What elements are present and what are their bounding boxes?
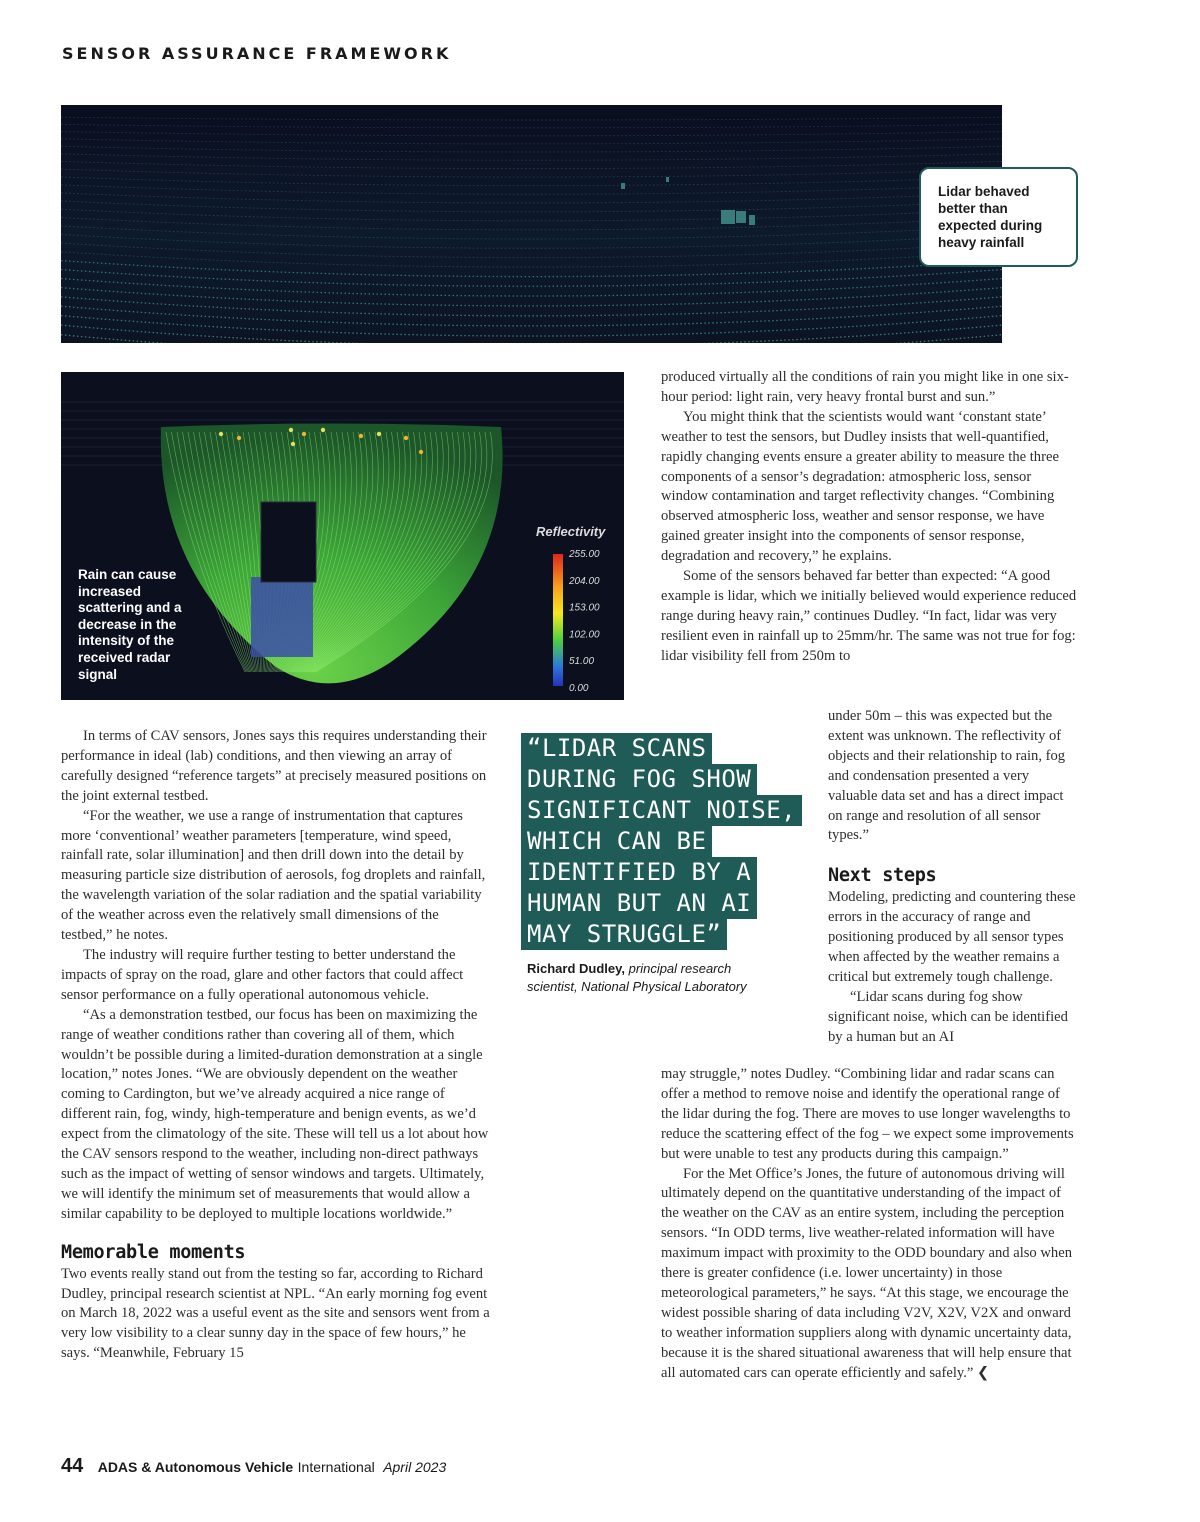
pull-quote-line: IDENTIFIED BY A — [521, 857, 757, 888]
pull-quote — [521, 733, 811, 950]
body-paragraph: under 50m – this was expected but the extent was unknown. The reflectivity of objects and their relationship to rain, fog and condensation presented a very valuable data set and has a direct impact on range and resolution of all sensor types.” — [828, 708, 1066, 844]
body-paragraph: You might think that the scientists would want ‘constant state’ weather to test the sensors, but Dudley insists that well-quantified, rapidly changing events ensure a greater ability to measure the three components of a sensor’s degradation: atmospheric loss, sensor window contamination and target reflectivity changes. “Combining observed atmospheric loss, weather and sensor response, we have gained greater insight into the components of sensor response, degradation and recovery,” he explains. — [661, 408, 1059, 565]
radar-point — [291, 442, 295, 446]
lidar-detected-object — [749, 215, 755, 225]
colorbar-tick-label: 204.00 — [569, 575, 600, 587]
colorbar-tick-label: 51.00 — [569, 656, 595, 668]
pull-quote-attribution — [527, 960, 777, 995]
radar-point — [359, 434, 363, 438]
colorbar-tick-label: 102.00 — [569, 629, 600, 641]
radar-point — [321, 428, 325, 432]
lidar-detected-object — [666, 177, 669, 182]
attribution-title: principal research scientist, National Physical Laboratory — [527, 961, 747, 994]
body-paragraph: “Lidar scans during fog show significant noise, which can be identified by a human but an AI — [828, 988, 1068, 1045]
magazine-name-suffix: International — [297, 1459, 375, 1475]
radar-point — [302, 432, 306, 436]
radar-point — [219, 432, 223, 436]
lidar-point-cloud-image — [61, 105, 1002, 343]
lidar-image-caption: Lidar behaved better than expected during heavy rainfall — [919, 167, 1078, 267]
body-paragraph: In terms of CAV sensors, Jones says this requires understanding their performance in ideal (lab) conditions, and then viewing an array of carefully designed “reference targets” at precisely measured positions on the joint external testbed. — [61, 728, 487, 804]
lidar-detected-object — [621, 183, 625, 189]
body-paragraph: Modeling, predicting and countering these errors in the accuracy of range and positioning produced by all sensor types when affected by the weather remains a critical but extremely tough challenge. — [828, 889, 1076, 985]
magazine-name: ADAS & Autonomous Vehicle — [97, 1459, 294, 1475]
pull-quote-line: MAY STRUGGLE” — [521, 919, 727, 950]
radar-point — [377, 432, 381, 436]
page-number: 44 — [61, 1455, 84, 1477]
radar-point — [419, 450, 423, 454]
right-column-mid-text — [828, 707, 1079, 1048]
issue-date: April 2023 — [383, 1459, 447, 1475]
section-title: SENSOR ASSURANCE FRAMEWORK — [62, 44, 452, 63]
body-paragraph: “As a demonstration testbed, our focus has been on maximizing the range of weather conditions rather than covering all of them, which wouldn’t be possible during a limited-duration demonstration at a single location,” notes Jones. “We are obviously dependent on the weather coming to Cardington, but we’ve already acquired a nice range of different rain, fog, windy, high-temperature and benign events, as we’d expect from the climatology of the site. These will tell us a lot about how the CAV sensors respond to the weather, including non-direct pathways such as the impact of wetting of sensor windows and targets. Ultimately, we will identify the minimum set of measurements that would allow a similar capability to be deployed to multiple locations worldwide.” — [61, 1006, 489, 1222]
attribution-name: Richard Dudley, — [527, 961, 626, 976]
body-paragraph: Two events really stand out from the testing so far, according to Richard Dudley, principal research scientist at NPL. “An early morning fog event on March 18, 2022 was a useful event as the site and sensors went from a very low visibility to a clear sunny day in the space of few hours,” he says. “Meanwhile, February 15 — [61, 1265, 490, 1362]
right-column-top-text — [661, 368, 1079, 667]
colorbar-title: Reflectivity — [536, 524, 606, 539]
body-paragraph: produced virtually all the conditions of rain you might like in one six-hour period: light rain, very heavy frontal burst and sun.” — [661, 369, 1069, 405]
left-column-text — [61, 727, 493, 1364]
body-paragraph: Some of the sensors behaved far better than expected: “A good example is lidar, which we initially believed would experience reduced range during heavy rain,” continues Dudley. “In fact, lidar was very resilient even in rainfall up to 25mm/hr. The same was not true for fog: lidar visibility fell from 250m to — [661, 568, 1077, 664]
colorbar-tick-label: 153.00 — [569, 602, 600, 614]
radar-point — [289, 428, 293, 432]
subhead-next-steps: Next steps — [828, 865, 937, 887]
radar-point — [237, 436, 241, 440]
right-column-bottom-text — [661, 1065, 1079, 1384]
colorbar-tick-label: 255.00 — [569, 549, 600, 560]
body-paragraph: For the Met Office’s Jones, the future of autonomous driving will ultimately depend on the quantitative understanding of the impact of the weather on the CAV as an entire system, including the perception sensors. “In ODD terms, live weather-related information will have maximum impact with proximity to the ODD boundary and also when there is greater confidence (i.e. lower uncertainty) in those meteorological parameters,” he says. “At this stage, we encourage the widest possible sharing of data including V2V, X2V, V2X and onward to weather information suppliers along with dynamic uncertainty data, because it is the shared situational awareness that will help ensure that all automated cars can operate efficiently and safely.” ❮ — [661, 1165, 1072, 1381]
pull-quote-line: DURING FOG SHOW — [521, 764, 757, 795]
pull-quote-line: SIGNIFICANT NOISE, — [521, 795, 802, 826]
pull-quote-line: WHICH CAN BE — [521, 826, 712, 857]
body-paragraph: “For the weather, we use a range of instrumentation that captures more ‘conventional’ weather parameters [temperature, wind speed, rainfall rate, solar illumination] and then drill down into the detail by measuring particle size distribution of aerosols, fog droplets and rainfall, the wavelength variation of the solar radiation and the spatial variability of the weather across even the relatively small dimensions of the testbed,” he notes. — [61, 807, 486, 944]
colorbar-tick-label: 0.00 — [569, 683, 589, 694]
body-paragraph: may struggle,” notes Dudley. “Combining lidar and radar scans can offer a method to remove noise and identify the operational range of the lidar during the fog. There are moves to use longer wavelengths to reduce the scattering effect of the fog – we expect some improvements but were unable to test any products during this campaign.” — [661, 1066, 1074, 1162]
lidar-detected-object — [721, 210, 735, 224]
pull-quote-line: HUMAN BUT AN AI — [521, 888, 757, 919]
page-footer — [61, 1455, 446, 1478]
radar-point — [404, 436, 408, 440]
radar-image-caption: Rain can cause increased scattering and a decrease in the intensity of the received radar signal — [78, 567, 182, 682]
pull-quote-line: “LIDAR SCANS — [521, 733, 712, 764]
body-paragraph: The industry will require further testing to better understand the impacts of spray on the road, glare and other factors that could affect sensor performance on a fully operational autonomous vehicle. — [61, 946, 464, 1003]
lidar-detected-object — [736, 211, 746, 223]
subhead-memorable-moments: Memorable moments — [61, 1241, 246, 1263]
